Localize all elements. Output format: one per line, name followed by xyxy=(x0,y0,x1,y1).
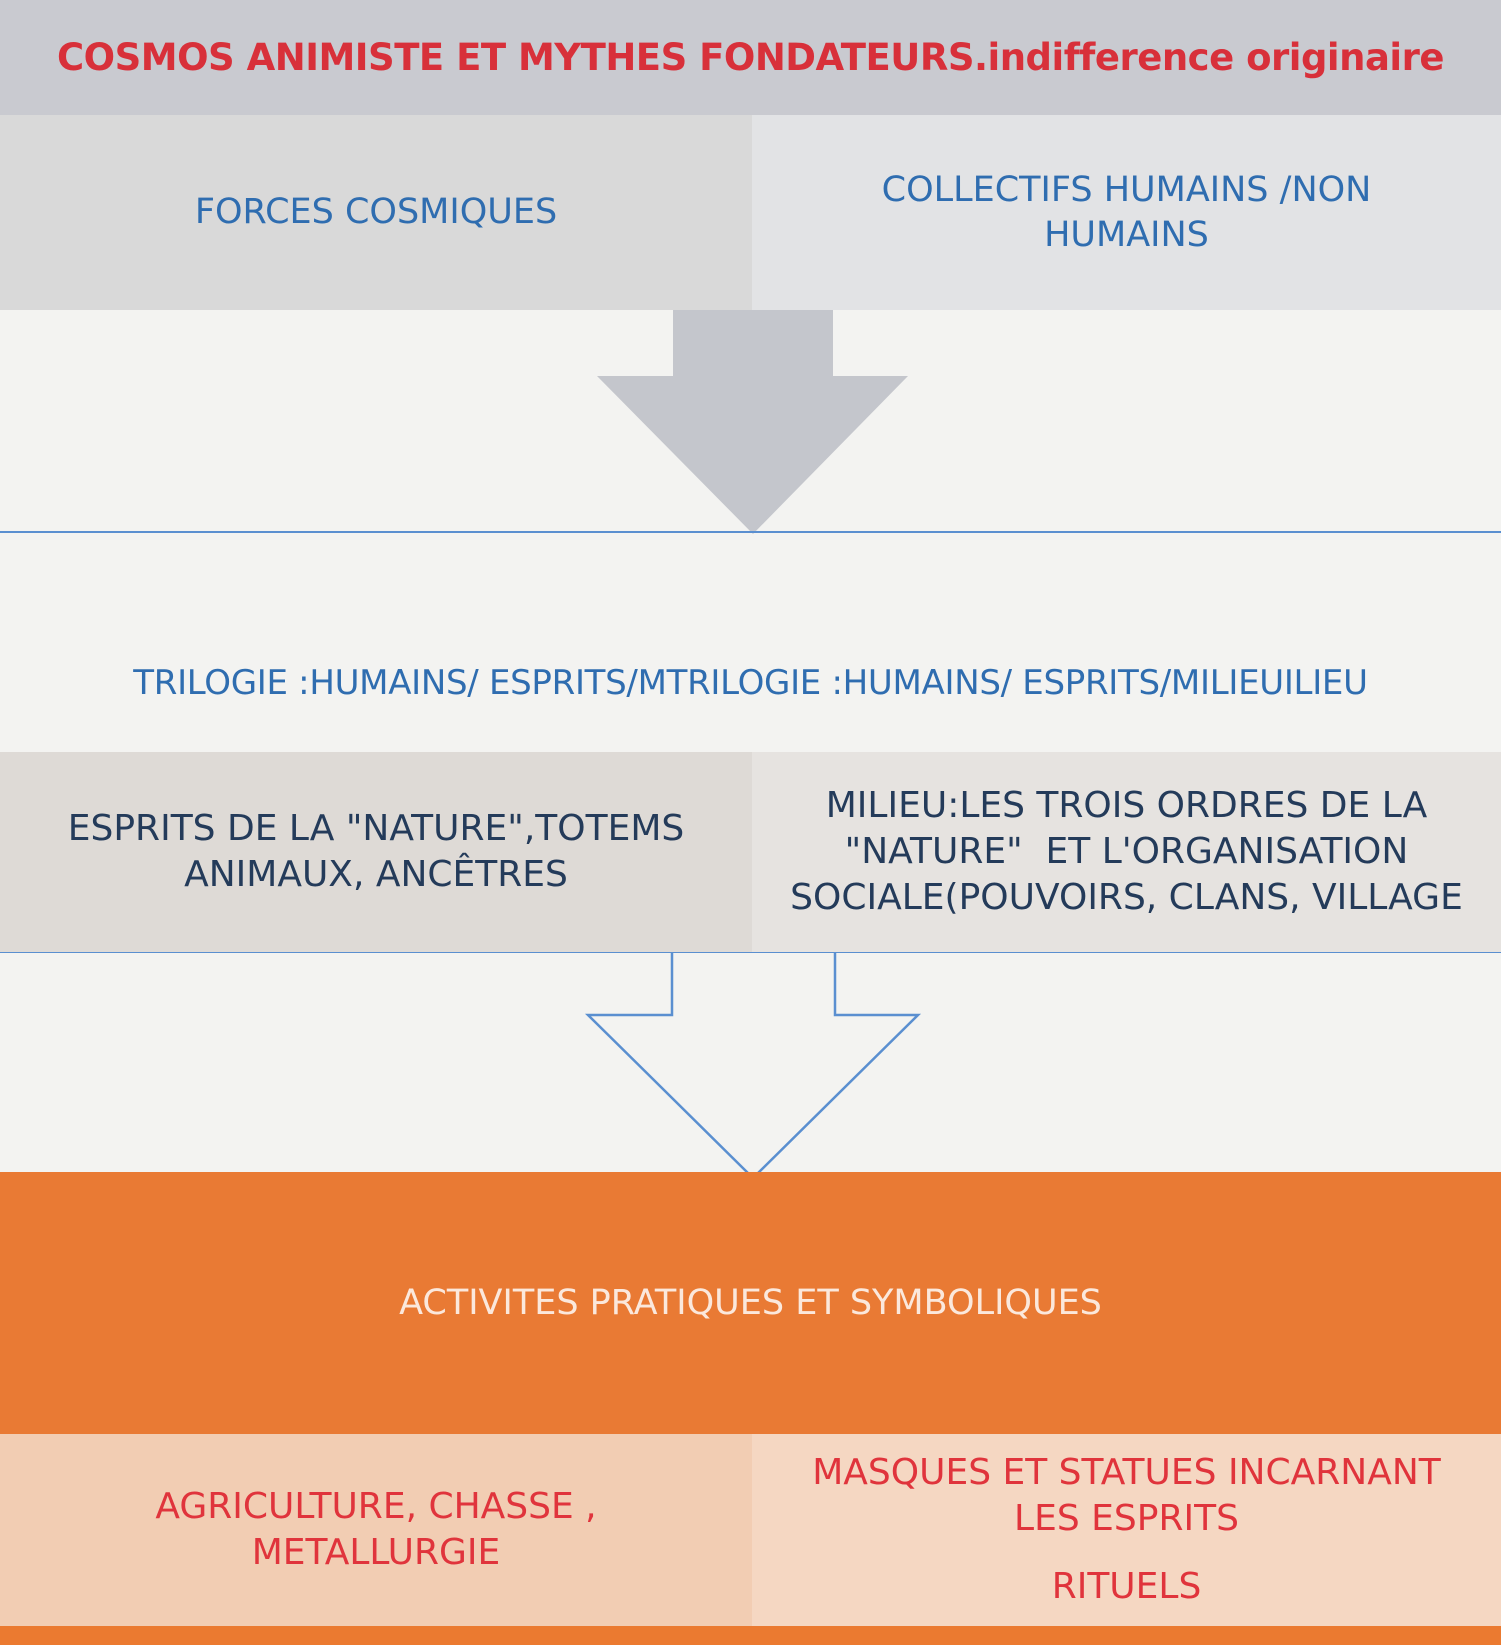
bottom-row xyxy=(0,1434,1501,1626)
down-arrow-outline xyxy=(588,952,918,1178)
activities-label: ACTIVITES PRATIQUES ET SYMBOLIQUES xyxy=(399,1283,1102,1323)
milieu-label-line-1: MILIEU:LES TROIS ORDRES DE LA xyxy=(825,784,1428,826)
down-arrow-gray xyxy=(597,310,908,534)
masques-box xyxy=(752,1434,1501,1626)
esprits-box xyxy=(0,752,752,952)
masques-label-line-1: MASQUES ET STATUES INCARNANT xyxy=(812,1451,1441,1493)
collectifs-label-line-1: COLLECTIFS HUMAINS /NON xyxy=(881,169,1372,210)
milieu-label-line-3: SOCIALE(POUVOIRS, CLANS, VILLAGE xyxy=(790,877,1463,919)
trilogy-label: TRILOGIE :HUMAINS/ ESPRITS/MTRILOGIE :HUMAINS/ ESPRITS/MILIEUILIEU xyxy=(133,662,1368,703)
agriculture-label-line-1: AGRICULTURE, CHASSE , xyxy=(155,1485,597,1527)
collectifs-label-line-2: HUMAINS xyxy=(1044,214,1209,255)
bottom-orange-strip xyxy=(0,1626,1501,1645)
forces-cosmiques-label: FORCES COSMIQUES xyxy=(194,192,558,233)
esprits-label-line-2: ANIMAUX, ANCÊTRES xyxy=(184,854,568,895)
milieu-label-line-2: "NATURE" ET L'ORGANISATION xyxy=(844,830,1409,872)
agriculture-box xyxy=(0,1434,752,1626)
activities-band xyxy=(0,1172,1501,1434)
diagram-title: COSMOS ANIMISTE ET MYTHES FONDATEURS.indifference originaire xyxy=(57,36,1444,79)
milieu-box xyxy=(752,752,1501,952)
masques-label-line-2: LES ESPRITS xyxy=(1014,1497,1239,1539)
rituels-label: RITUELS xyxy=(1051,1566,1202,1608)
agriculture-label-line-2: METALLURGIE xyxy=(251,1532,501,1573)
trilogy-row xyxy=(0,645,1501,720)
middle-row xyxy=(0,752,1501,952)
esprits-label-line-1: ESPRITS DE LA "NATURE",TOTEMS xyxy=(67,807,685,849)
